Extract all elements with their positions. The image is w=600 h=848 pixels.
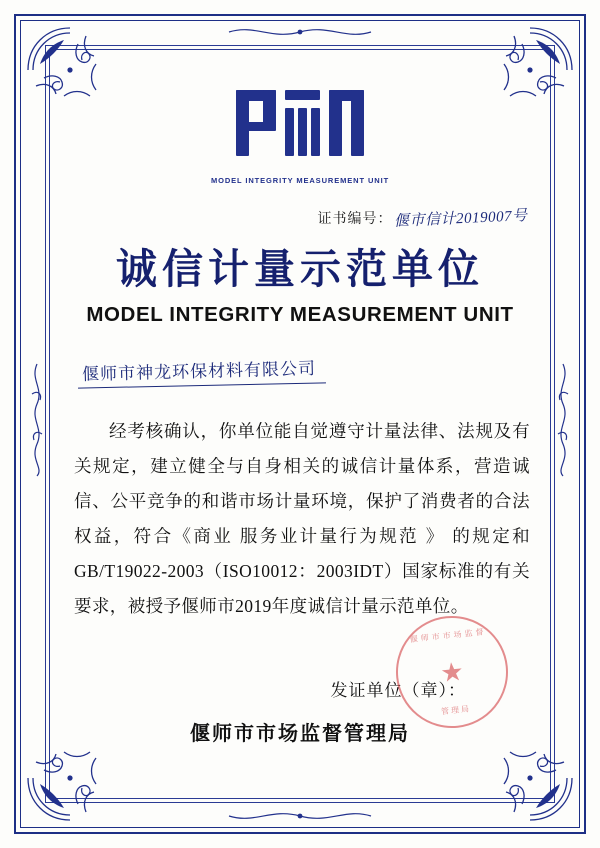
seal-text-bottom: 管理局 xyxy=(440,704,472,717)
certificate-title-cn: 诚信计量示范单位 xyxy=(116,246,484,292)
top-ornament-icon xyxy=(225,22,375,42)
official-seal xyxy=(390,610,513,733)
seal-text-top: 偃师市市场监督 xyxy=(409,627,487,645)
side-ornament-icon xyxy=(26,360,48,480)
issuer-label: 发证单位（章）： xyxy=(330,681,466,700)
recipient-name: 偃师市神龙环保材料有限公司 xyxy=(81,358,317,385)
certificate-body xyxy=(60,414,540,624)
recipient-block xyxy=(81,357,382,385)
certificate-body-paragraph: 经考核确认，你单位能自觉遵守计量法律、法规及有关规定，建立健全与自身相关的诚信计量体系，营造诚信、公平竞争的和谐市场计量环境，保护了消费者的合法权益，符合《商业 服务业计量行为规范 》 的规定和 GB/T19022-2003（ISO10012：2003IDT）国家标准的有关要求，被授予偃师市2019年度诚信计量示范单位。 xyxy=(74,421,530,616)
logo-block xyxy=(60,60,540,185)
certificate-number-label: 证书编号： xyxy=(317,212,393,227)
certificate-number-row xyxy=(60,207,540,228)
seal-star-icon: ★ xyxy=(438,655,466,689)
logo-caption: MODEL INTEGRITY MEASUREMENT UNIT xyxy=(210,176,390,185)
bottom-ornament-icon xyxy=(225,806,375,826)
certificate-title-en: MODEL INTEGRITY MEASUREMENT UNIT xyxy=(86,303,514,326)
certificate-content xyxy=(60,60,540,788)
mim-monogram-logo-icon xyxy=(230,82,370,169)
side-ornament-icon xyxy=(552,360,574,480)
certificate-number-value: 偃市信计2019007号 xyxy=(394,208,529,230)
issuing-organization: 偃师市市场监督管理局 xyxy=(190,723,410,745)
